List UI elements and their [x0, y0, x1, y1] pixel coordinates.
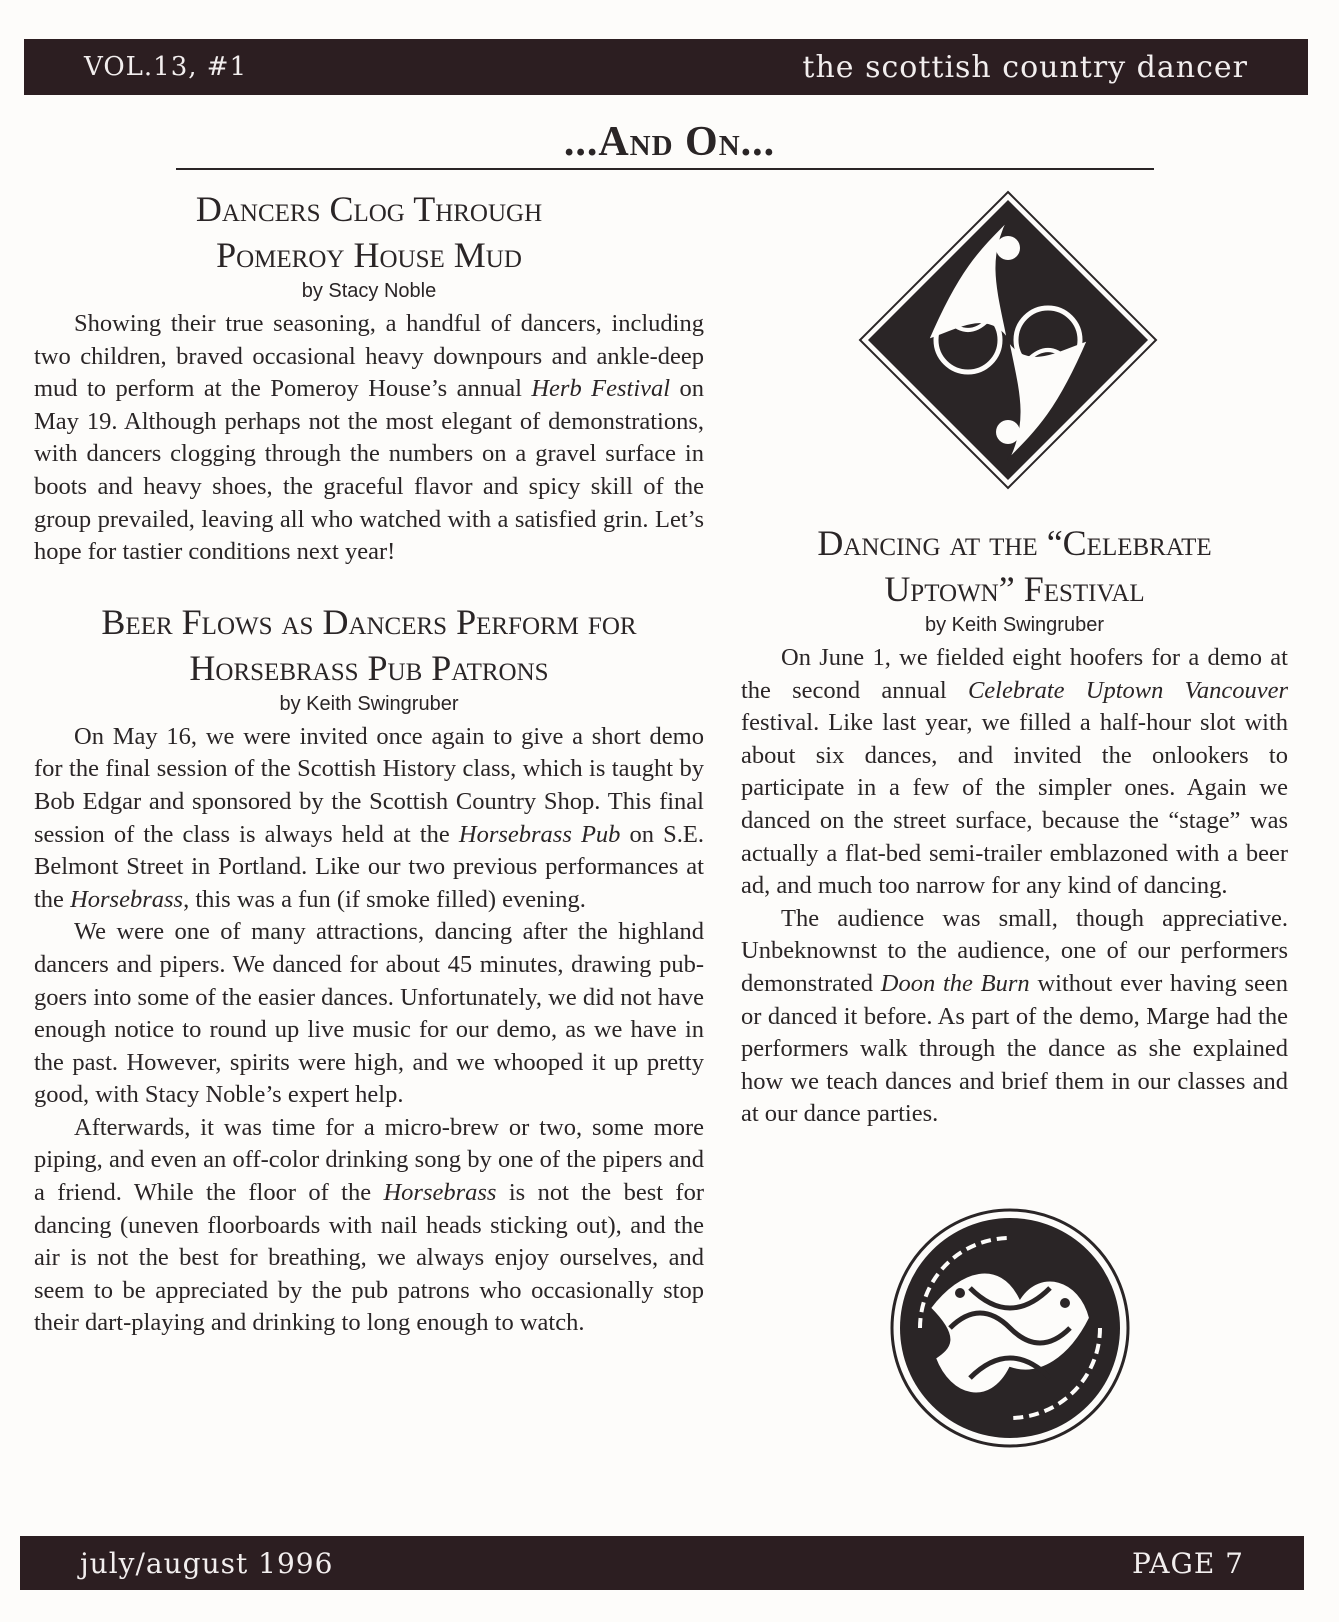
headline-line: Dancers Clog Through: [195, 189, 543, 229]
article-headline: [34, 186, 704, 278]
byline: by Keith Swingruber: [925, 614, 1104, 636]
paragraph: Afterwards, it was time for a micro-brew or two, some more piping, and even an off-color drinking song by one of the pipers and a friend. While the floor of the Horsebrass is not the best for dancing (uneven floorboards with nail heads sticking out), and the air is not the best for breathing, we always enjoy ourselves, and seem to be appreciated by the pub patrons who occasionally stop their dart-playing and drinking to long enough to watch.: [34, 1113, 704, 1337]
masthead-bar: [24, 39, 1308, 95]
article-pomeroy: [34, 186, 704, 569]
footer-bar: [20, 1536, 1304, 1590]
celtic-hounds-roundel-illustration: [890, 1208, 1130, 1448]
paragraph: Showing their true seasoning, a handful of dancers, including two children, braved occasional heavy downpours and ankle-deep mud to perform at the Pomeroy House’s annual Herb Festival on May 19. Although perhaps not the most elegant of demonstrations, with dancers clogging through the numbers on a gravel surface in boots and heavy shoes, the graceful flavor and spicy skill of the group prevailed, leaving all who watched with a satisfied grin. Let’s hope for tastier conditions next year!: [34, 310, 704, 566]
article-horsebrass: [34, 599, 704, 1340]
headline-line: Dancing at the “Celebrate: [817, 523, 1212, 563]
right-column: [741, 520, 1288, 1131]
headline-line: Uptown” Festival: [884, 569, 1145, 609]
publication-title: the scottish country dancer: [802, 49, 1248, 85]
celtic-diamond-illustration: [858, 190, 1158, 490]
section-title: ...And On...: [563, 119, 776, 165]
paragraph: We were one of many attractions, dancing after the highland dancers and pipers. We danced for about 45 minutes, drawing pub-goers into some of the easier dances. Unfortunately, we did not have enough notice to round up live music for our demo, as we have in the past. However, spirits were high, and we whooped it up pretty good, with Stacy Noble’s expert help.: [34, 918, 704, 1109]
section-title-rule: [176, 168, 1154, 170]
article-headline: [34, 599, 704, 691]
byline: by Stacy Noble: [301, 280, 437, 302]
left-column: [34, 186, 704, 1340]
paragraph: The audience was small, though appreciative. Unbeknownst to the audience, one of our performers demonstrated Doon the Burn without ever having seen or danced it before. As part of the demo, Marge had the performers walk through the dance as she explained how we teach dances and brief them in our classes and at our dance parties.: [741, 904, 1288, 1128]
paragraph: On June 1, we fielded eight hoofers for a demo at the second annual Celebrate Uptown Vancouver festival. Like last year, we filled a half-hour slot with about six dances, and invited the onlookers to participate in a few of the simpler ones. Again we danced on the street surface, because the “stage” was actually a flat-bed semi-trailer emblazoned with a beer ad, and much too narrow for any kind of dancing.: [741, 644, 1288, 900]
article-celebrate-uptown: [741, 520, 1288, 1131]
page-number: PAGE 7: [1131, 1546, 1244, 1580]
paragraph: On May 16, we were invited once again to give a short demo for the final session of the Scottish History class, which is taught by Bob Edgar and sponsored by the Scottish Country Shop. This final session of the class is always held at the Horsebrass Pub on S.E. Belmont Street in Portland. Like our two previous performances at the Horsebrass, this was a fun (if smoke filled) evening.: [34, 722, 704, 913]
volume-label: VOL.13, #1: [84, 52, 248, 82]
headline-line: Horsebrass Pub Patrons: [189, 647, 549, 688]
article-headline: [741, 520, 1288, 612]
headline-line: Pomeroy House Mud: [216, 235, 522, 275]
headline-line: Beer Flows as Dancers Perform for: [101, 601, 637, 642]
issue-date: july/august 1996: [80, 1546, 334, 1580]
byline: by Keith Swingruber: [279, 692, 459, 715]
